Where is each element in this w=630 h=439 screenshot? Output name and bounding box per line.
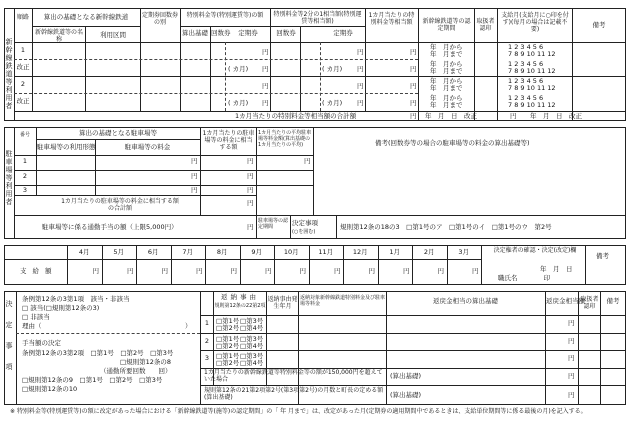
shinkansen-section-label: 新幹線鉄道等利用者 <box>5 38 14 110</box>
row-2-yen-b: 円 <box>357 82 364 90</box>
parking-col-remarks: 備考(回数券等の場合の駐車場等の料金の算出基礎等) <box>375 139 530 147</box>
row-2-yen-c: 円 <box>410 82 417 90</box>
row-1-yen-c: 円 <box>410 48 417 56</box>
month-yen: 円 <box>368 267 375 275</box>
refund-col-amount: 返戻金相当額 <box>546 297 585 305</box>
col-route-section: 利用区間 <box>100 31 126 39</box>
row-2-period-to: 年 月まで <box>430 84 463 92</box>
parking-row-2-yen-a: 円 <box>191 172 198 180</box>
month-header: 8月 <box>216 248 228 256</box>
row-1-period-to: 年 月まで <box>430 50 463 58</box>
row-1-yen-a: 円 <box>262 48 269 56</box>
row-2-revised: 改正 <box>16 97 30 105</box>
refund-row-3-b: □第3号 <box>240 352 264 360</box>
refund-row-1: 1 <box>204 319 210 327</box>
month-header: 4月 <box>78 248 90 256</box>
refund-row-3-d: □第4号 <box>240 359 264 367</box>
shinkansen-total-revised: 年 月 日 改正 <box>425 112 477 120</box>
refund-row-3-a: □第1号 <box>216 352 240 360</box>
refund-basis-label: 規則第12条の21第2項第2号(第3項第2号)の月数と町長の定める額(算出基礎) <box>204 387 384 402</box>
month-yen: 円 <box>265 267 272 275</box>
col-payment-month: 支給月(支給月に○印を付す)(毎月の場合は記載不要) <box>501 12 569 34</box>
parking-col-num: 番号 <box>19 132 30 138</box>
row-2-yen-a: 円 <box>262 82 269 90</box>
decision-line-9: □規則第12条の10 <box>22 385 78 393</box>
month-yen: 円 <box>403 267 410 275</box>
col-half-period: 定期券 <box>333 29 353 37</box>
month-header: 3月 <box>458 248 470 256</box>
parking-row-2-yen-b: 円 <box>247 172 254 180</box>
col-fare-period: 定期券 <box>238 29 258 37</box>
shinkansen-total-label: 1カ月当たりの特別料金等相当額の合計額 <box>235 112 357 120</box>
refund-row-2-d: □第4号 <box>240 342 264 350</box>
row-2-period-to-2: 年 月まで <box>430 101 463 109</box>
month-header: 5月 <box>113 248 125 256</box>
refund-basis-yen: 円 <box>568 391 575 399</box>
row-2-num: 2 <box>20 80 26 88</box>
col-route-name: 新幹線鉄道等の名称 <box>34 29 83 44</box>
row-1-period-to-2: 年 月まで <box>430 67 463 75</box>
decision-line-8: □規則第12条の9 □第1号 □第2号 □第3号 <box>22 376 163 384</box>
parking-decision-sub: (○を囲む) <box>292 229 316 235</box>
shinkansen-total-yen-2: 円 <box>510 112 517 120</box>
decision-line-4: 手当額の決定 <box>22 339 61 347</box>
footnote: ※ 特別料金等(特別運賃等)の額に改定があった場合における「新幹線鉄道等(施等)の認定期間」の「 年 月まで」は、改定があった月(定期券の適用期間中であるときは、支給単位期間等に係る最後の月)を記入する。 <box>10 408 587 415</box>
decision-line-7: （通勤所要回数 回） <box>100 367 172 375</box>
row-1-kagetsu-a: ( カ月) <box>228 65 249 73</box>
row-2-period-from: 年 月から <box>430 77 463 85</box>
refund-row-1-d: □第4号 <box>240 324 264 332</box>
row-2-yen-d: 円 <box>262 99 269 107</box>
month-yen: 円 <box>127 267 134 275</box>
decision-line-3: □ 非該当 <box>22 313 50 321</box>
monthly-remarks: 備考 <box>596 252 609 260</box>
refund-over-calc: (算出基礎) <box>390 372 422 380</box>
month-yen: 円 <box>299 267 306 275</box>
refund-col-relevant: 返納対象新幹線鉄道特別料金及び駐車場等料金 <box>300 295 386 307</box>
refund-row-1-a: □第1号 <box>216 317 240 325</box>
parking-commute-label: 駐車場等に係る通勤手当の額（上限5,000円） <box>42 223 178 231</box>
parking-row-3: 3 <box>22 186 28 194</box>
decision-reason: 理由（ <box>22 322 42 330</box>
refund-row-3: 3 <box>204 354 210 362</box>
parking-col-group: 算出の基礎となる駐車場等 <box>79 129 157 137</box>
parking-row-3-yen-b: 円 <box>247 186 254 194</box>
refund-row-2-c: □第2号 <box>216 342 240 350</box>
parking-row-3-yen-a: 円 <box>191 186 198 194</box>
decision-section-label: 決定事項 <box>5 300 14 384</box>
refund-over-yen: 円 <box>568 372 575 380</box>
row-1-revised: 改正 <box>16 63 30 71</box>
confirm-label: 決定権者の確認・決定(改定)欄 <box>493 247 577 254</box>
month-yen: 円 <box>161 267 168 275</box>
parking-total-label: 1カ月当たりの駐車場等の料金に相当する額の合計額 <box>61 198 179 213</box>
decision-line-6: □規則第12条の8 <box>120 358 172 366</box>
row-1-months-c: 1 2 3 4 5 6 <box>508 60 544 68</box>
month-yen: 円 <box>437 267 444 275</box>
shinkansen-total-revised-2: 年 月 日 改正 <box>530 112 582 120</box>
row-1-kagetsu-b: ( カ月) <box>322 65 343 73</box>
parking-decision: 決定事項 <box>292 219 318 227</box>
month-yen: 円 <box>196 267 203 275</box>
month-yen: 円 <box>472 267 479 275</box>
refund-col-reason-sub: 規則第12条の22第2項 <box>214 303 266 309</box>
month-header: 11月 <box>318 248 334 256</box>
monthly-label: 支給額 <box>20 267 58 275</box>
row-1-period-from-2: 年 月から <box>430 60 463 68</box>
col-remarks: 備考 <box>592 21 606 29</box>
col-fare-count: 回数券 <box>211 29 231 37</box>
month-header: 7月 <box>182 248 194 256</box>
col-half-count: 回数券 <box>276 29 296 37</box>
parking-commute-yen: 円 <box>247 223 254 231</box>
col-fare-calc: 算出基礎 <box>182 29 208 37</box>
parking-avg-yen: 円 <box>304 157 311 165</box>
month-header: 6月 <box>147 248 159 256</box>
refund-row-3-c: □第2号 <box>216 359 240 367</box>
col-half-group: 特別料金等2分の1相当額(特別運賃等相当額) <box>273 11 362 26</box>
row-1-yen-f: 円 <box>410 65 417 73</box>
month-header: 1月 <box>389 248 401 256</box>
month-header: 12月 <box>352 248 368 256</box>
row-2-period-from-2: 年 月から <box>430 94 463 102</box>
refund-col-basis: 返戻金相当の算出基礎 <box>433 297 498 305</box>
parking-section-label: 駐車場等利用者 <box>5 150 14 206</box>
row-2-yen-e: 円 <box>357 99 364 107</box>
month-header: 9月 <box>251 248 263 256</box>
month-yen: 円 <box>334 267 341 275</box>
row-2-months-c: 1 2 3 4 5 6 <box>508 94 544 102</box>
col-approval-period: 新幹線鉄道等の認定期間 <box>422 18 471 33</box>
parking-col-fee: 駐車場等の料金 <box>124 143 171 151</box>
parking-row-2: 2 <box>22 172 28 180</box>
refund-col-reason: 返納事由 <box>221 293 259 301</box>
col-monthly-amount: 1カ月当たりの特別料金等相当額 <box>368 12 415 27</box>
row-1-months-b: 7 8 9 10 11 12 <box>508 50 556 58</box>
refund-row-2-a: □第1号 <box>216 335 240 343</box>
row-2-kagetsu-a: ( カ月) <box>228 99 249 107</box>
parking-col-avg: 1カ月当たりの平均駐車場等料金額(算出基礎の1カ月当たりの平均) <box>258 130 312 148</box>
row-2-yen-f: 円 <box>410 99 417 107</box>
row-1-yen-d: 円 <box>262 65 269 73</box>
row-1-num: 1 <box>20 46 26 54</box>
row-2-kagetsu-b: ( カ月) <box>322 99 343 107</box>
col-route-group: 算出の基礎となる新幹線鉄道 <box>43 13 129 21</box>
refund-row-1-c: □第2号 <box>216 324 240 332</box>
refund-col-date: 返納事由発生年月 <box>267 296 298 311</box>
row-1-yen-e: 円 <box>357 65 364 73</box>
shinkansen-total-yen: 円 <box>410 112 417 120</box>
col-ticket-type: 定期券回数券の別 <box>142 12 179 27</box>
refund-row-3-yen: 円 <box>568 354 575 362</box>
parking-approval-period: 駐車場等の認定期間 <box>258 218 289 230</box>
row-2-months-d: 7 8 9 10 11 12 <box>508 101 556 109</box>
parking-total-yen: 円 <box>247 199 254 207</box>
month-header: 10月 <box>283 248 299 256</box>
col-fare-group: 特別料金等(特別運賃等)の額 <box>186 12 264 19</box>
col-route-num: 順路 <box>16 14 29 21</box>
row-2-months-a: 1 2 3 4 5 6 <box>508 77 544 85</box>
row-1-period-from: 年 月から <box>430 43 463 51</box>
confirm-seal: 職氏名 印 <box>498 274 550 282</box>
confirm-date: 年 月 日 <box>540 265 573 273</box>
decision-line-5: 条例第12条の3第2項 □第1号 □第2号 □第3号 <box>22 349 174 357</box>
refund-col-remarks: 備考 <box>606 297 620 305</box>
refund-row-1-yen: 円 <box>568 319 575 327</box>
row-2-months-b: 7 8 9 10 11 12 <box>508 84 556 92</box>
month-header: 2月 <box>423 248 435 256</box>
refund-basis-calc: (算出基礎) <box>390 391 422 399</box>
refund-over-label: 1カ月当たりの新幹線鉄道等特別料金等の額が150,000円を超えていた場合 <box>204 369 383 384</box>
parking-row-1-yen-b: 円 <box>247 157 254 165</box>
col-approver: 取扱者認印 <box>476 18 495 33</box>
refund-row-2: 2 <box>204 337 210 345</box>
row-1-months-a: 1 2 3 4 5 6 <box>508 43 544 51</box>
decision-line-2: □ 該当(□規則第12条の3) <box>22 304 100 312</box>
month-yen: 円 <box>230 267 237 275</box>
month-yen: 円 <box>92 267 99 275</box>
row-1-yen-b: 円 <box>357 48 364 56</box>
parking-col-type: 駐車場等の利用形態 <box>37 143 96 151</box>
row-1-months-d: 7 8 9 10 11 12 <box>508 67 556 75</box>
refund-row-2-b: □第3号 <box>240 335 264 343</box>
decision-line-1: 条例第12条の3第1項 該当・非該当 <box>22 295 130 303</box>
refund-row-2-yen: 円 <box>568 337 575 345</box>
parking-regulation: 規則第12条の18の3 □第1号のア □第1号のイ □第1号のウ 第2号 <box>340 223 552 231</box>
refund-row-1-b: □第3号 <box>240 317 264 325</box>
parking-col-monthly: 1カ月当たりの駐車場等の料金に相当する額 <box>202 130 255 152</box>
parking-row-1: 1 <box>22 157 28 165</box>
parking-row-1-yen-a: 円 <box>191 157 198 165</box>
refund-col-approver: 取扱者認印 <box>580 296 599 311</box>
decision-reason-close: ） <box>185 322 192 330</box>
